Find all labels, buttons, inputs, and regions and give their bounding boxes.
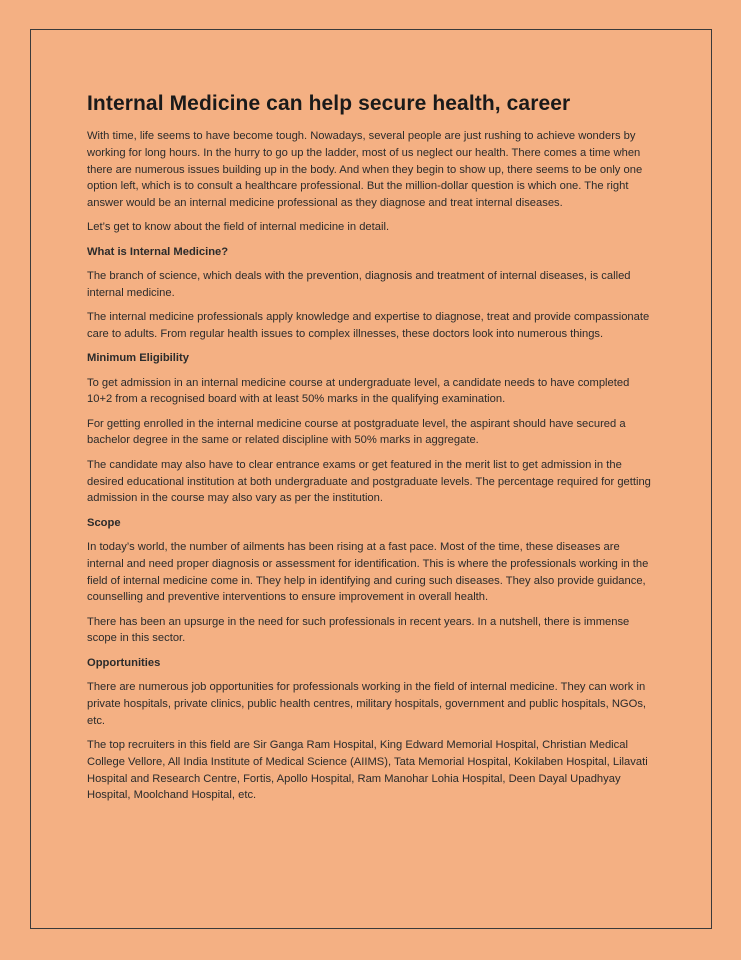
section-heading-opportunities: Opportunities	[87, 656, 161, 669]
section-heading-scope: Scope	[87, 516, 121, 529]
paragraph: For getting enrolled in the internal medicine course at postgraduate level, the aspirant should have secured a bachelor degree in the same or related discipline with 50% marks in aggregate.	[87, 417, 626, 447]
paragraph: In today’s world, the number of ailments has been rising at a fast pace. Most of the time, these diseases are internal and need proper diagnosis or assessment for identification. This is where the professionals working in the field of internal medicine come in. They help in identifying and curing such diseases. They also provide guidance, counselling and preventive interventions to ensure improvement in overall health.	[87, 540, 649, 604]
paragraph: There has been an upsurge in the need for such professionals in recent years. In a nutshell, there is immense scope in this sector.	[87, 615, 630, 645]
paragraph: To get admission in an internal medicine course at undergraduate level, a candidate needs to have completed 10+2 from a recognised board with at least 50% marks in the qualifying examination.	[87, 376, 630, 406]
paragraph: The branch of science, which deals with the prevention, diagnosis and treatment of internal diseases, is called internal medicine.	[87, 270, 631, 299]
article	[87, 92, 657, 812]
section-heading-what-is: What is Internal Medicine?	[87, 245, 229, 258]
paragraph: The internal medicine professionals apply knowledge and expertise to diagnose, treat and provide compassionate care to adults. From regular health issues to complex illnesses, these doctors look into numerous things.	[87, 311, 650, 340]
paragraph: The top recruiters in this field are Sir Ganga Ram Hospital, King Edward Memorial Hospital, Christian Medical College Vellore, All India Institute of Medical Science (AIIMS), Tata Memorial Hospital, Kokilaben Hospital, Lilavati Hospital and Research Centre, Fortis, Apollo Hospital, Ram Manohar Lohia Hospital, Deen Dayal Upadhyay Hospital, Moolchand Hospital, etc.	[87, 738, 648, 802]
article-title: Internal Medicine can help secure health, career	[87, 92, 571, 115]
section-heading-eligibility: Minimum Eligibility	[87, 352, 189, 365]
lead-in-paragraph: Let’s get to know about the field of internal medicine in detail.	[87, 221, 390, 234]
intro-paragraph: With time, life seems to have become tough. Nowadays, several people are just rushing to achieve wonders by working for long hours. In the hurry to go up the ladder, most of us neglect our health. There comes a time when there are numerous issues building up in the body. And when they begin to show up, there seems to be only one option left, which is to consult a healthcare professional. But the million-dollar question is which one. The right answer would be an internal medicine professional as they diagnose and treat internal diseases.	[87, 130, 643, 210]
paragraph: The candidate may also have to clear entrance exams or get featured in the merit list to get admission in the desired educational institution at both undergraduate and postgraduate levels. The percentage required for getting admission in the course may also vary as per the institution.	[87, 458, 651, 505]
paragraph: There are numerous job opportunities for professionals working in the field of internal medicine. They can work in private hospitals, private clinics, public health centres, military hospitals, government and public hospitals, NGOs, etc.	[87, 681, 647, 727]
